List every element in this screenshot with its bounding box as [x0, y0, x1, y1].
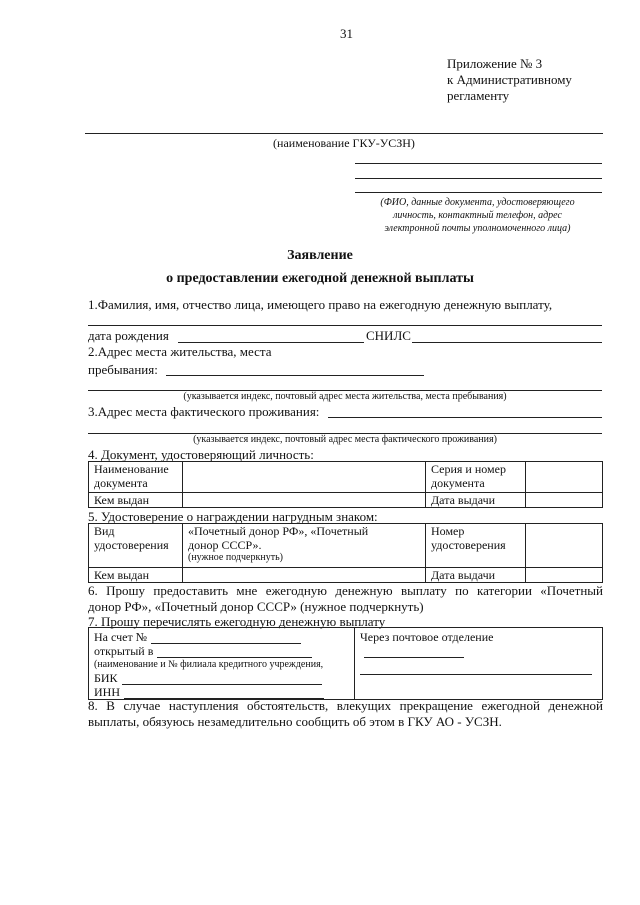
applicant-caption — [345, 196, 610, 235]
section-2-label: 2.Адрес места жительства, места — [88, 344, 272, 359]
issue-date-field[interactable] — [526, 493, 603, 508]
appendix-line: регламенту — [447, 88, 510, 103]
issued-by-field[interactable] — [183, 493, 426, 508]
bik-label: БИК — [94, 671, 118, 685]
opened-in-label: открытый в — [94, 644, 154, 658]
doc-series-label: Серия и номер документа — [426, 462, 526, 493]
title-line: Заявление — [287, 248, 353, 263]
title-subline: о предоставлении ежегодной денежной выплаты — [166, 271, 474, 286]
document-title — [0, 247, 640, 288]
post-office-label: Через почтовое отделение — [360, 630, 494, 644]
org-caption: (наименование ГКУ-УСЗН) — [273, 136, 415, 150]
certificate-number-field[interactable] — [526, 524, 603, 568]
bank-transfer-cell — [89, 628, 355, 700]
id-document-table — [88, 461, 603, 508]
applicant-line[interactable] — [355, 178, 602, 179]
birth-date-field[interactable] — [178, 342, 364, 343]
cert-issued-by-label: Кем выдан — [89, 568, 183, 583]
appendix-line: Приложение № 3 — [447, 56, 543, 71]
section-1-label: 1.Фамилия, имя, отчество лица, имеющего право на ежегодную денежную выплату, — [88, 297, 553, 312]
section-8-line-2: выплаты, обязуюсь незамедлительно сообщить об этом в ГКУ АО - УСЗН. — [88, 714, 502, 729]
certificate-number-label: Номер удостоверения — [426, 524, 526, 568]
section-3-label: 3.Адрес места фактического проживания: — [88, 404, 320, 419]
cert-issue-date-field[interactable] — [526, 568, 603, 583]
issued-by-label: Кем выдан — [89, 493, 183, 508]
doc-name-label: Наименование документа — [89, 462, 183, 493]
inn-label: ИНН — [94, 685, 120, 699]
section-5-label: 5. Удостоверение о награждении нагрудным знаком: — [88, 509, 378, 524]
award-certificate-table — [88, 523, 603, 583]
actual-address-field[interactable] — [328, 417, 602, 418]
certificate-type-choice[interactable]: «Почетный донор РФ», «Почетный донор СССР». (нужное подчеркнуть) — [183, 524, 426, 568]
section-7-label: 7. Прошу перечислять ежегодную денежную выплату — [88, 614, 386, 629]
post-office-field-2[interactable] — [360, 660, 592, 675]
page-number: 31 — [340, 26, 353, 41]
snils-field[interactable] — [412, 342, 602, 343]
section-8-line-1: 8. В случае наступления обстоятельств, влекущих прекращение ежегодной денежной — [88, 698, 603, 713]
doc-name-field[interactable] — [183, 462, 426, 493]
account-label: На счет № — [94, 630, 148, 644]
doc-series-field[interactable] — [526, 462, 603, 493]
section-2-label-2: пребывания: — [88, 362, 158, 377]
appendix-block — [447, 56, 572, 104]
org-name-line[interactable] — [85, 133, 603, 134]
section-6-line-1: 6. Прошу предоставить мне ежегодную денежную выплату по категории «Почетный — [88, 583, 603, 598]
applicant-caption-line: электронной почты уполномоченного лица) — [384, 223, 571, 234]
applicant-line[interactable] — [355, 192, 602, 193]
section-3-note: (указывается индекс, почтовый адрес места фактического проживания) — [193, 434, 497, 445]
applicant-caption-line: (ФИО, данные документа, удостоверяющего — [380, 197, 575, 208]
payment-method-table — [88, 627, 603, 700]
post-office-cell — [355, 628, 603, 700]
applicant-line[interactable] — [355, 163, 602, 164]
appendix-line: к Административному — [447, 72, 572, 87]
cert-issue-date-label: Дата выдачи — [426, 568, 526, 583]
bank-note: (наименование и № филиала кредитного учреждения, — [94, 659, 324, 670]
section-6-line-2: донор РФ», «Почетный донор СССР» (нужное подчеркнуть) — [88, 599, 424, 614]
residence-address-field[interactable] — [166, 375, 424, 376]
post-office-field[interactable] — [364, 657, 464, 658]
birth-date-label: дата рождения — [88, 328, 169, 343]
cert-issued-by-field[interactable] — [183, 568, 426, 583]
applicant-caption-line: личность, контактный телефон, адрес — [393, 210, 562, 221]
snils-label: СНИЛС — [366, 328, 411, 343]
certificate-type-label: Вид удостоверения — [89, 524, 183, 568]
section-2-note: (указывается индекс, почтовый адрес места жительства, места пребывания) — [183, 391, 507, 402]
section-4-label: 4. Документ, удостоверяющий личность: — [88, 447, 314, 462]
issue-date-label: Дата выдачи — [426, 493, 526, 508]
fio-line[interactable] — [88, 325, 602, 326]
